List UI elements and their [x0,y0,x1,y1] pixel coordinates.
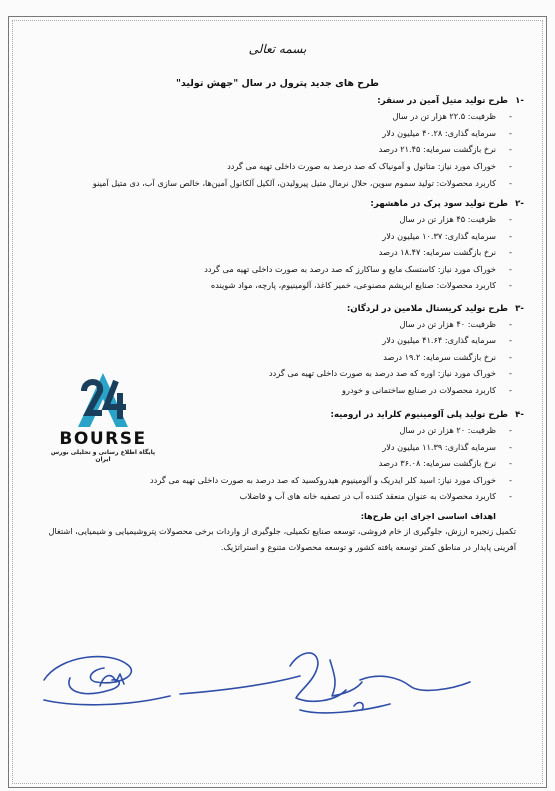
list-item: - خوراک مورد نیاز: اسید کلر ایدریک و آلومینیوم هیدروکسید که صد درصد به صورت داخلی تهیه می گردد [30,472,496,489]
bourse-24-emblem-icon [44,369,162,431]
signature-stroke [180,676,300,694]
section-title-text: طرح تولید کریستال ملامین در لردگان: [346,303,508,314]
document-body [30,94,526,555]
list-item: - ظرفیت: ۲۰ هزار تن در سال [30,422,496,439]
list-item: - ظرفیت: ۴۰ هزار تن در سال [30,316,496,333]
section-title-text: طرح تولید متیل آمین در سنقر: [377,96,508,106]
signature-stroke [360,676,470,690]
list-item: - کاربرد محصولات در صنایع ساختمانی و خودرو [30,382,496,399]
goals-heading: اهداف اساسی اجرای این طرح‌ها: [360,510,496,521]
list-item: - نرخ بازگشت سرمایه: ۱۹.۲ درصد [30,349,496,366]
section-caustic-soda [30,197,526,294]
signatures [0,620,555,740]
list-item: - سرمایه گذاری: ۴۱.۶۴ میلیون دلار [30,332,496,349]
section-methylamine [30,94,526,192]
section-title [30,302,524,316]
section-title [30,197,524,211]
section-number: -۳ [515,303,524,314]
list-item: - کاربرد محصولات: تولید سموم سوین، حلال نرمال متیل پیرولیدن، آلکیل آلکانول آمین‌ها، خالص سازی آب، دی متیل آمینو [30,174,496,192]
list-item: - خوراک مورد نیاز: اوره که صد درصد به صورت داخلی تهیه می گردد [30,365,496,382]
signature-stroke [69,678,119,694]
logo-tagline: پایگاه اطلاع رسانی و تحلیلی بورس ایران [50,449,156,463]
section-number: -۴ [515,410,524,420]
section-items [30,211,526,294]
list-item: - سرمایه گذاری: ۱۱.۳۹ میلیون دلار [30,439,496,456]
document-title: طرح های جدید پترول در سال "جهش تولید" [175,78,379,89]
list-item: - خوراک مورد نیاز: کاستسک مایع و ساکارز که صد درصد به صورت داخلی تهیه می گردد [30,261,496,278]
list-item: - ظرفیت: ۲۲.۵ هزار تن در سال [30,108,496,125]
list-item: - نرخ بازگشت سرمایه: ۱۸.۴۷ درصد [30,244,496,261]
section-title-text: طرح تولید پلی آلومینیوم کلراید در ارومیه: [330,410,508,420]
goals-text: تکمیل زنجیره ارزش، جلوگیری از خام فروشی، توسعه صنایع تکمیلی، جلوگیری از واردات برخی محصولات پتروشیمیایی و شیمیایی، اشتغال آفرینی پایدار در مناطق کمتر توسعه یافته کشور و توسعه محصولات متنوع و استراتژیک. [48,525,516,552]
list-item: - ظرفیت: ۴۵ هزار تن در سال [30,211,496,228]
section-number: -۲ [515,199,524,209]
bourse-logo [44,369,162,461]
document-header: بسمه تعالی [248,42,307,56]
list-item: - سرمایه گذاری: ۱۰.۳۷ میلیون دلار [30,228,496,245]
list-item: - خوراک مورد نیاز: متانول و آمونیاک که صد درصد به صورت داخلی تهیه می گردد [30,158,496,175]
list-item: - کاربرد محصولات به عنوان منعقد کننده آب در تصفیه خانه های آب و فاضلاب [30,488,496,505]
list-item: - نرخ بازگشت سرمایه: ۳۶.۰۸ درصد [30,455,496,472]
section-number: -۱ [515,96,524,106]
list-item: - نرخ بازگشت سرمایه: ۲۱.۴۵ درصد [30,141,496,158]
signature-stroke [300,704,390,713]
section-title-text: طرح تولید سود پرک در ماهشهر: [370,199,508,209]
signature-stroke [44,696,170,705]
list-item: - سرمایه گذاری: ۴۰.۲۸ میلیون دلار [30,125,496,142]
section-title [30,94,524,108]
signature-stroke [354,703,363,710]
logo-wordmark: BOURSE [59,429,147,449]
section-items [30,108,526,192]
list-item: - کاربرد محصولات: صنایع ابریشم مصنوعی، خمیر کاغذ، آلومینیوم، پارچه، مواد شوینده [30,277,496,294]
